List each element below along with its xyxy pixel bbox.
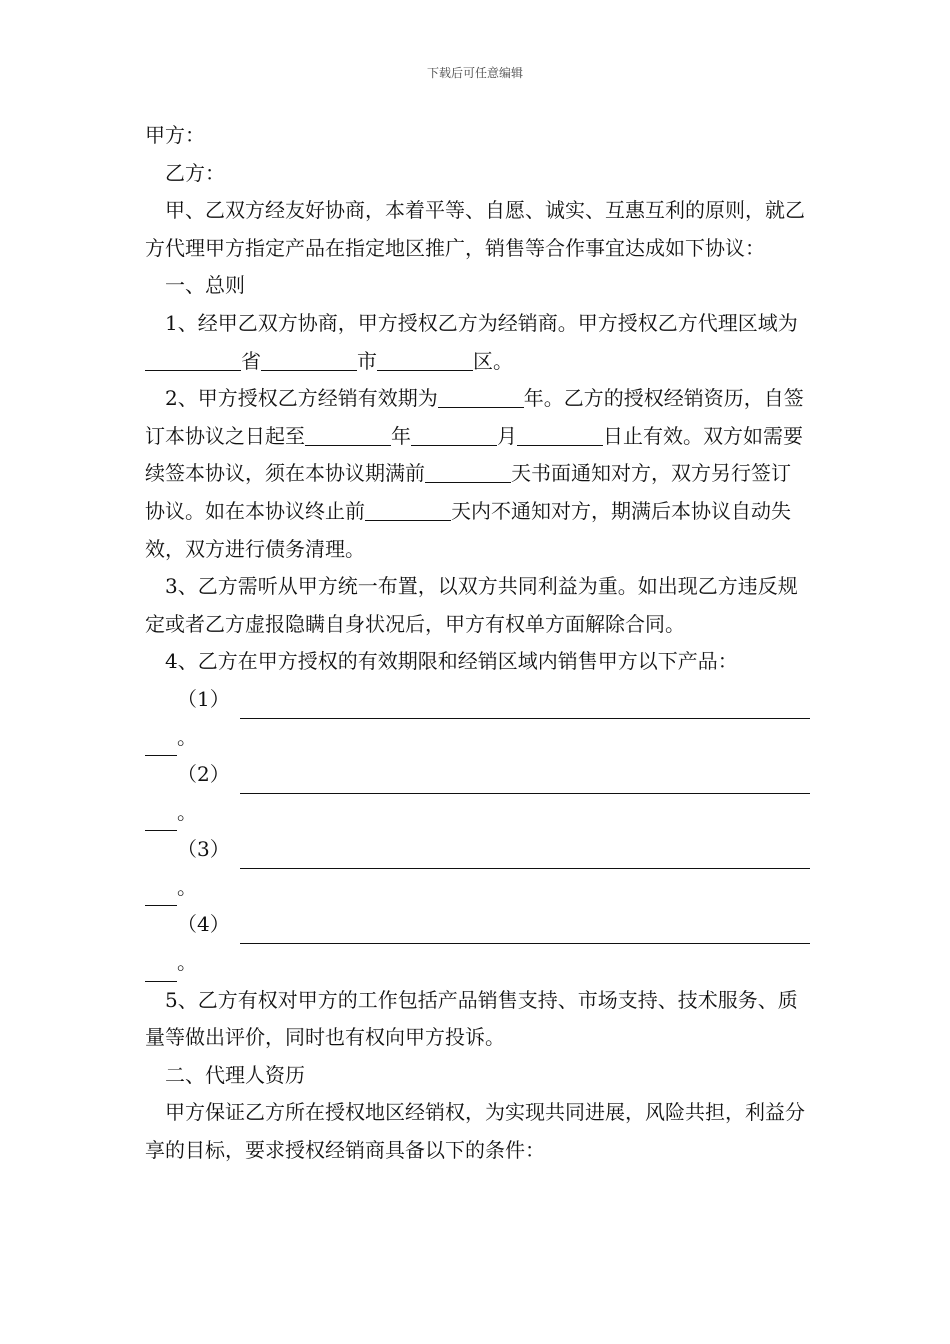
clause-2-text-b: 年。乙方的授权经销资历，自签订本协议之日起至	[145, 386, 804, 448]
product-item-number: （4）	[177, 912, 230, 937]
product-blank-tail[interactable]	[145, 731, 177, 756]
end-year-blank[interactable]	[305, 424, 391, 446]
item-period: 。	[177, 950, 197, 975]
section-1-title: 一、总则	[165, 273, 245, 298]
clause-2-text-e: 天内不通知对方，期满后本协议自动失效，双方进行债务清理。	[145, 498, 791, 561]
end-month-blank[interactable]	[411, 424, 497, 446]
product-item-3	[145, 831, 810, 906]
district-label: 区。	[473, 348, 513, 373]
termination-days-blank[interactable]	[365, 499, 451, 521]
page-header: 下载后可任意编辑	[426, 66, 523, 80]
section-2-title: 二、代理人资历	[165, 1062, 305, 1087]
clause-5: 5、乙方有权对甲方的工作包括产品销售支持、市场支持、技术服务、质量等做出评价，同时也有权向甲方投诉。	[145, 987, 798, 1050]
term-years-blank[interactable]	[438, 386, 524, 408]
clause-2	[145, 380, 810, 568]
intro-paragraph: 甲、乙双方经友好协商，本着平等、自愿、诚实、互惠互利的原则，就乙方代理甲方指定产品在指定地区推广，销售等合作事宜达成如下协议：	[145, 198, 805, 260]
product-item-4	[145, 906, 810, 981]
product-item-number: （3）	[177, 837, 230, 862]
product-blank[interactable]	[240, 692, 810, 719]
product-item-number: （2）	[177, 762, 230, 787]
province-label: 省	[241, 348, 261, 373]
year-label: 年	[391, 423, 411, 448]
product-blank-tail[interactable]	[145, 957, 177, 982]
district-blank[interactable]	[377, 349, 473, 371]
product-blank[interactable]	[240, 842, 810, 869]
item-period: 。	[177, 799, 197, 824]
clause-3: 3、乙方需听从甲方统一布置，以双方共同利益为重。如出现乙方违反规定或者乙方虚报隐瞒自身状况后，甲方有权单方面解除合同。	[145, 574, 798, 636]
product-blank[interactable]	[240, 917, 810, 944]
product-item-1	[145, 681, 810, 756]
clause-1	[145, 305, 810, 380]
renewal-days-blank[interactable]	[425, 461, 511, 483]
product-item-number: （1）	[177, 686, 230, 711]
city-label: 市	[357, 348, 377, 373]
product-blank-tail[interactable]	[145, 806, 177, 831]
province-blank[interactable]	[145, 349, 241, 371]
document-body	[145, 117, 810, 1170]
product-item-2	[145, 756, 810, 831]
clause-2-text-d: 天书面通知对方，双方另行签订协议。如在本协议终止前	[145, 461, 791, 523]
city-blank[interactable]	[261, 349, 357, 371]
month-label: 月	[497, 423, 517, 448]
clause-4: 4、乙方在甲方授权的有效期限和经销区域内销售甲方以下产品：	[165, 649, 738, 674]
item-period: 。	[177, 724, 197, 749]
item-period: 。	[177, 874, 197, 899]
product-blank[interactable]	[240, 767, 810, 794]
end-day-blank[interactable]	[517, 424, 603, 446]
section-2-paragraph: 甲方保证乙方所在授权地区经销权，为实现共同进展，风险共担，利益分享的目标，要求授权经销商具备以下的条件：	[145, 1100, 805, 1163]
party-b-label: 乙方：	[165, 160, 225, 185]
clause-2-text-c: 日止有效。双方如需要续签本协议，须在本协议期满前	[145, 423, 803, 486]
party-a-label: 甲方：	[145, 123, 205, 147]
clause-2-text-a: 2、甲方授权乙方经销有效期为	[165, 386, 438, 411]
clause-1-text: 1、经甲乙双方协商，甲方授权乙方为经销商。甲方授权乙方代理区域为	[165, 310, 798, 335]
product-blank-tail[interactable]	[145, 881, 177, 906]
